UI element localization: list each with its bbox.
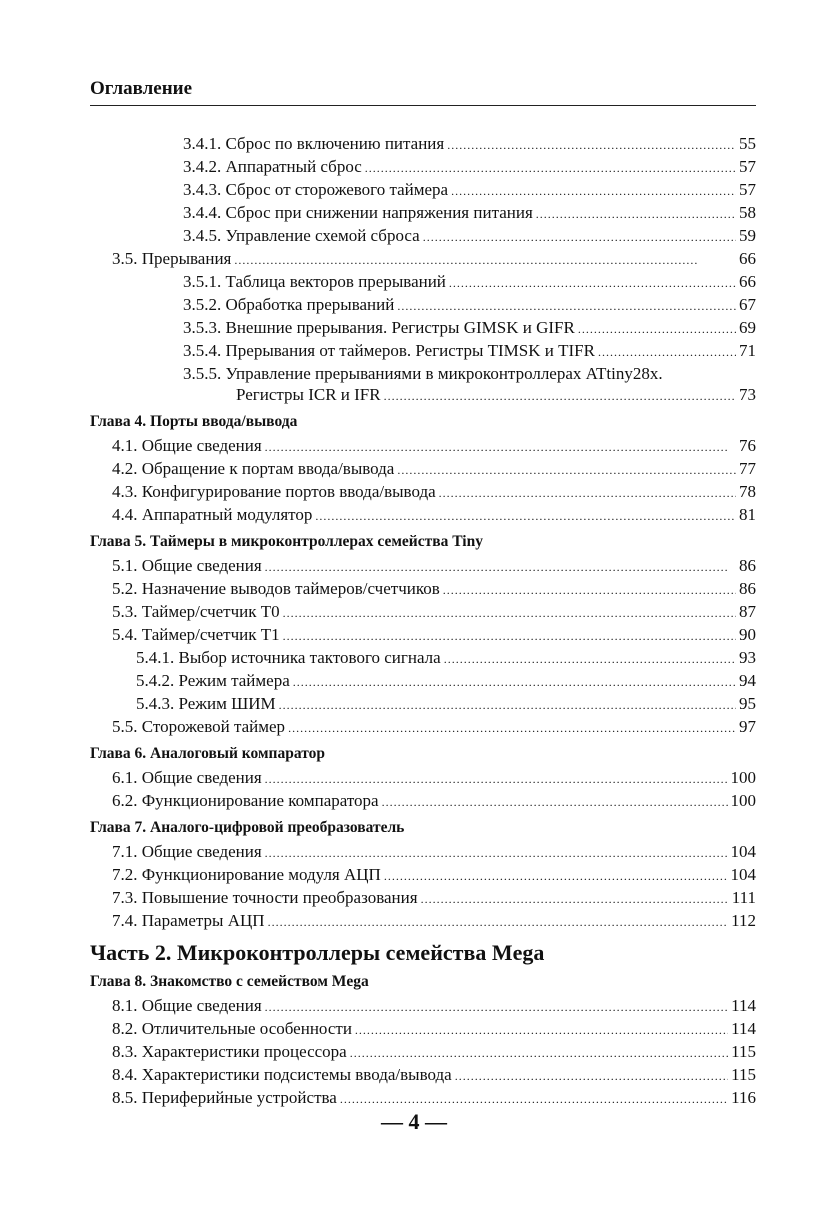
toc-entry[interactable]: 4.1. Общие сведения . . . 76: [90, 435, 756, 458]
toc-entry[interactable]: 3.5. Прерывания . . . 66: [90, 248, 756, 271]
toc-entry[interactable]: 3.5.3. Внешние прерывания. Регистры GIMSK и GIFR . . . 69: [90, 317, 756, 340]
toc-entry[interactable]: 4.3. Конфигурирование портов ввода/вывода . . . 78: [90, 481, 756, 504]
chapter-heading[interactable]: Глава 8. Знакомство с семейством Mega: [90, 973, 369, 990]
toc-entry[interactable]: 8.4. Характеристики подсистемы ввода/вывода . . . 115: [90, 1064, 756, 1087]
toc-entry[interactable]: 5.4.2. Режим таймера . . . 94: [90, 670, 756, 693]
toc-entry[interactable]: 3.4.3. Сброс от сторожевого таймера . . . 57: [90, 179, 756, 202]
toc-entry[interactable]: 3.4.2. Аппаратный сброс . . . 57: [90, 156, 756, 179]
toc-entry[interactable]: 5.1. Общие сведения . . . 86: [90, 555, 756, 578]
toc-entry[interactable]: 5.4.3. Режим ШИМ . . . 95: [90, 693, 756, 716]
toc-entry[interactable]: 3.5.2. Обработка прерываний . . . 67: [90, 294, 756, 317]
toc-entry[interactable]: 3.4.5. Управление схемой сброса . . . 59: [90, 225, 756, 248]
chapter-heading[interactable]: Глава 4. Порты ввода/вывода: [90, 413, 298, 430]
toc-entry-continuation[interactable]: Регистры ICR и IFR . . . 73: [90, 384, 756, 407]
toc-entry-multiline[interactable]: 3.5.5. Управление прерываниями в микроконтроллерах ATtiny28x.: [183, 364, 663, 383]
toc-entry[interactable]: 7.3. Повышение точности преобразования . . . 111: [90, 887, 756, 910]
chapter-heading[interactable]: Глава 5. Таймеры в микроконтроллерах семейства Tiny: [90, 533, 483, 550]
toc-entry[interactable]: 8.5. Периферийные устройства . . . 116: [90, 1087, 756, 1110]
toc-entry[interactable]: 3.5.4. Прерывания от таймеров. Регистры TIMSK и TIFR . . . 71: [90, 340, 756, 363]
header-title: Оглавление: [90, 78, 193, 99]
page-number: — 4 —: [381, 1109, 447, 1134]
toc-entry[interactable]: 3.5.1. Таблица векторов прерываний . . . 66: [90, 271, 756, 294]
part-heading[interactable]: Часть 2. Микроконтроллеры семейства Mega: [90, 940, 545, 965]
toc-entry[interactable]: 6.2. Функционирование компаратора . . . 100: [90, 790, 756, 813]
toc-entry[interactable]: 5.3. Таймер/счетчик T0 . . . 87: [90, 601, 756, 624]
toc-entry[interactable]: 7.2. Функционирование модуля АЦП . . . 104: [90, 864, 756, 887]
toc-entry[interactable]: 3.4.1. Сброс по включению питания . . . 55: [90, 133, 756, 156]
toc-entry[interactable]: 5.4. Таймер/счетчик T1 . . . 90: [90, 624, 756, 647]
toc-entry[interactable]: 7.4. Параметры АЦП . . . 112: [90, 910, 756, 933]
toc-entry[interactable]: 5.5. Сторожевой таймер . . . 97: [90, 716, 756, 739]
toc-entry[interactable]: 5.2. Назначение выводов таймеров/счетчиков . . . 86: [90, 578, 756, 601]
toc-entry[interactable]: 8.2. Отличительные особенности . . . 114: [90, 1018, 756, 1041]
toc-entry[interactable]: 3.4.4. Сброс при снижении напряжения питания . . . 58: [90, 202, 756, 225]
chapter-heading[interactable]: Глава 7. Аналого-цифровой преобразователь: [90, 819, 405, 836]
page-header: [90, 76, 756, 106]
table-of-contents: [90, 133, 756, 1110]
toc-entry[interactable]: 8.3. Характеристики процессора . . . 115: [90, 1041, 756, 1064]
toc-entry[interactable]: 4.4. Аппаратный модулятор . . . 81: [90, 504, 756, 527]
chapter-heading[interactable]: Глава 6. Аналоговый компаратор: [90, 745, 325, 762]
toc-entry[interactable]: 7.1. Общие сведения . . . 104: [90, 841, 756, 864]
toc-entry[interactable]: 6.1. Общие сведения . . . 100: [90, 767, 756, 790]
toc-entry[interactable]: 5.4.1. Выбор источника тактового сигнала . . . 93: [90, 647, 756, 670]
toc-entry[interactable]: 4.2. Обращение к портам ввода/вывода . . . 77: [90, 458, 756, 481]
toc-entry[interactable]: 8.1. Общие сведения . . . 114: [90, 995, 756, 1018]
